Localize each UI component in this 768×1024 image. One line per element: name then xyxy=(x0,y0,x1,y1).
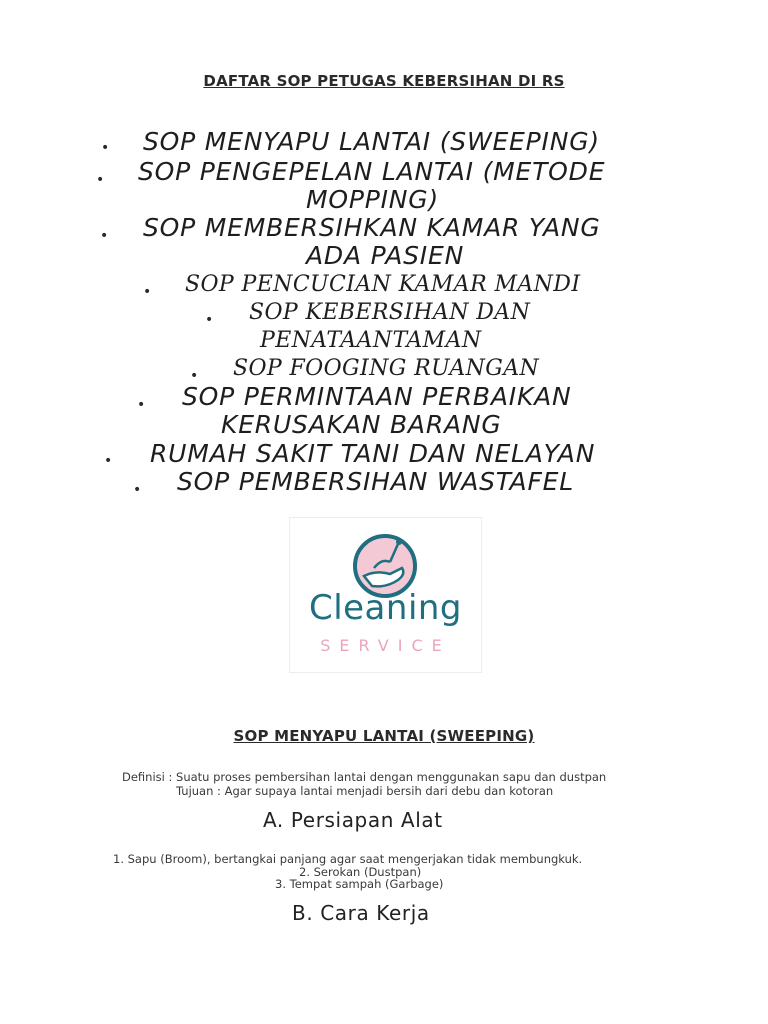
bullet-2: • xyxy=(96,172,105,188)
bullet-4: • xyxy=(143,284,152,300)
bullet-7: • xyxy=(137,397,146,413)
bullet-3: • xyxy=(100,228,109,244)
list-item-sweeping: SOP MENYAPU LANTAI (SWEEPING) xyxy=(143,127,600,156)
definisi-line: Definisi : Suatu proses pembersihan lantai dengan menggunakan sapu dan dustpan xyxy=(122,770,607,784)
tool-item-3: 3. Tempat sampah (Garbage) xyxy=(275,877,444,891)
list-item-wastafel: SOP PEMBERSIHAN WASTAFEL xyxy=(177,467,574,496)
bullet-8: • xyxy=(104,453,113,469)
logo-subtitle: SERVICE xyxy=(320,636,451,655)
list-item-kamar-mandi: SOP PENCUCIAN KAMAR MANDI xyxy=(185,272,581,297)
list-item-fooging: SOP FOOGING RUANGAN xyxy=(233,356,540,381)
cleaning-service-logo xyxy=(289,517,482,673)
bullet-6: • xyxy=(190,368,199,384)
list-item-mopping: SOP PENGEPELAN LANTAI (METODE xyxy=(138,157,606,186)
bullet-9: • xyxy=(133,482,142,498)
list-item-perbaikan-cont: KERUSAKAN BARANG xyxy=(221,410,502,439)
heading-cara-kerja: B. Cara Kerja xyxy=(292,901,430,925)
list-item-rumah-sakit: RUMAH SAKIT TANI DAN NELAYAN xyxy=(150,439,596,468)
logo-word: Cleaning xyxy=(308,588,463,628)
list-item-taman-cont: PENATAANTAMAN xyxy=(260,328,482,353)
heading-persiapan-alat: A. Persiapan Alat xyxy=(263,808,443,832)
list-item-taman: SOP KEBERSIHAN DAN xyxy=(249,300,531,325)
list-item-kamar-pasien: SOP MEMBERSIHKAN KAMAR YANG xyxy=(143,213,601,242)
bullet-5: • xyxy=(205,312,214,328)
document-title: DAFTAR SOP PETUGAS KEBERSIHAN DI RS xyxy=(203,72,565,90)
tujuan-line: Tujuan : Agar supaya lantai menjadi bersih dari debu dan kotoran xyxy=(176,784,554,798)
list-item-kamar-pasien-cont: ADA PASIEN xyxy=(306,241,465,270)
tool-item-1: 1. Sapu (Broom), bertangkai panjang agar saat mengerjakan tidak membungkuk. xyxy=(113,852,583,866)
section-title: SOP MENYAPU LANTAI (SWEEPING) xyxy=(233,727,535,745)
bullet-1: • xyxy=(101,140,110,156)
list-item-perbaikan: SOP PERMINTAAN PERBAIKAN xyxy=(182,382,572,411)
list-item-mopping-cont: MOPPING) xyxy=(306,185,439,214)
tool-item-2: 2. Serokan (Dustpan) xyxy=(299,865,422,879)
